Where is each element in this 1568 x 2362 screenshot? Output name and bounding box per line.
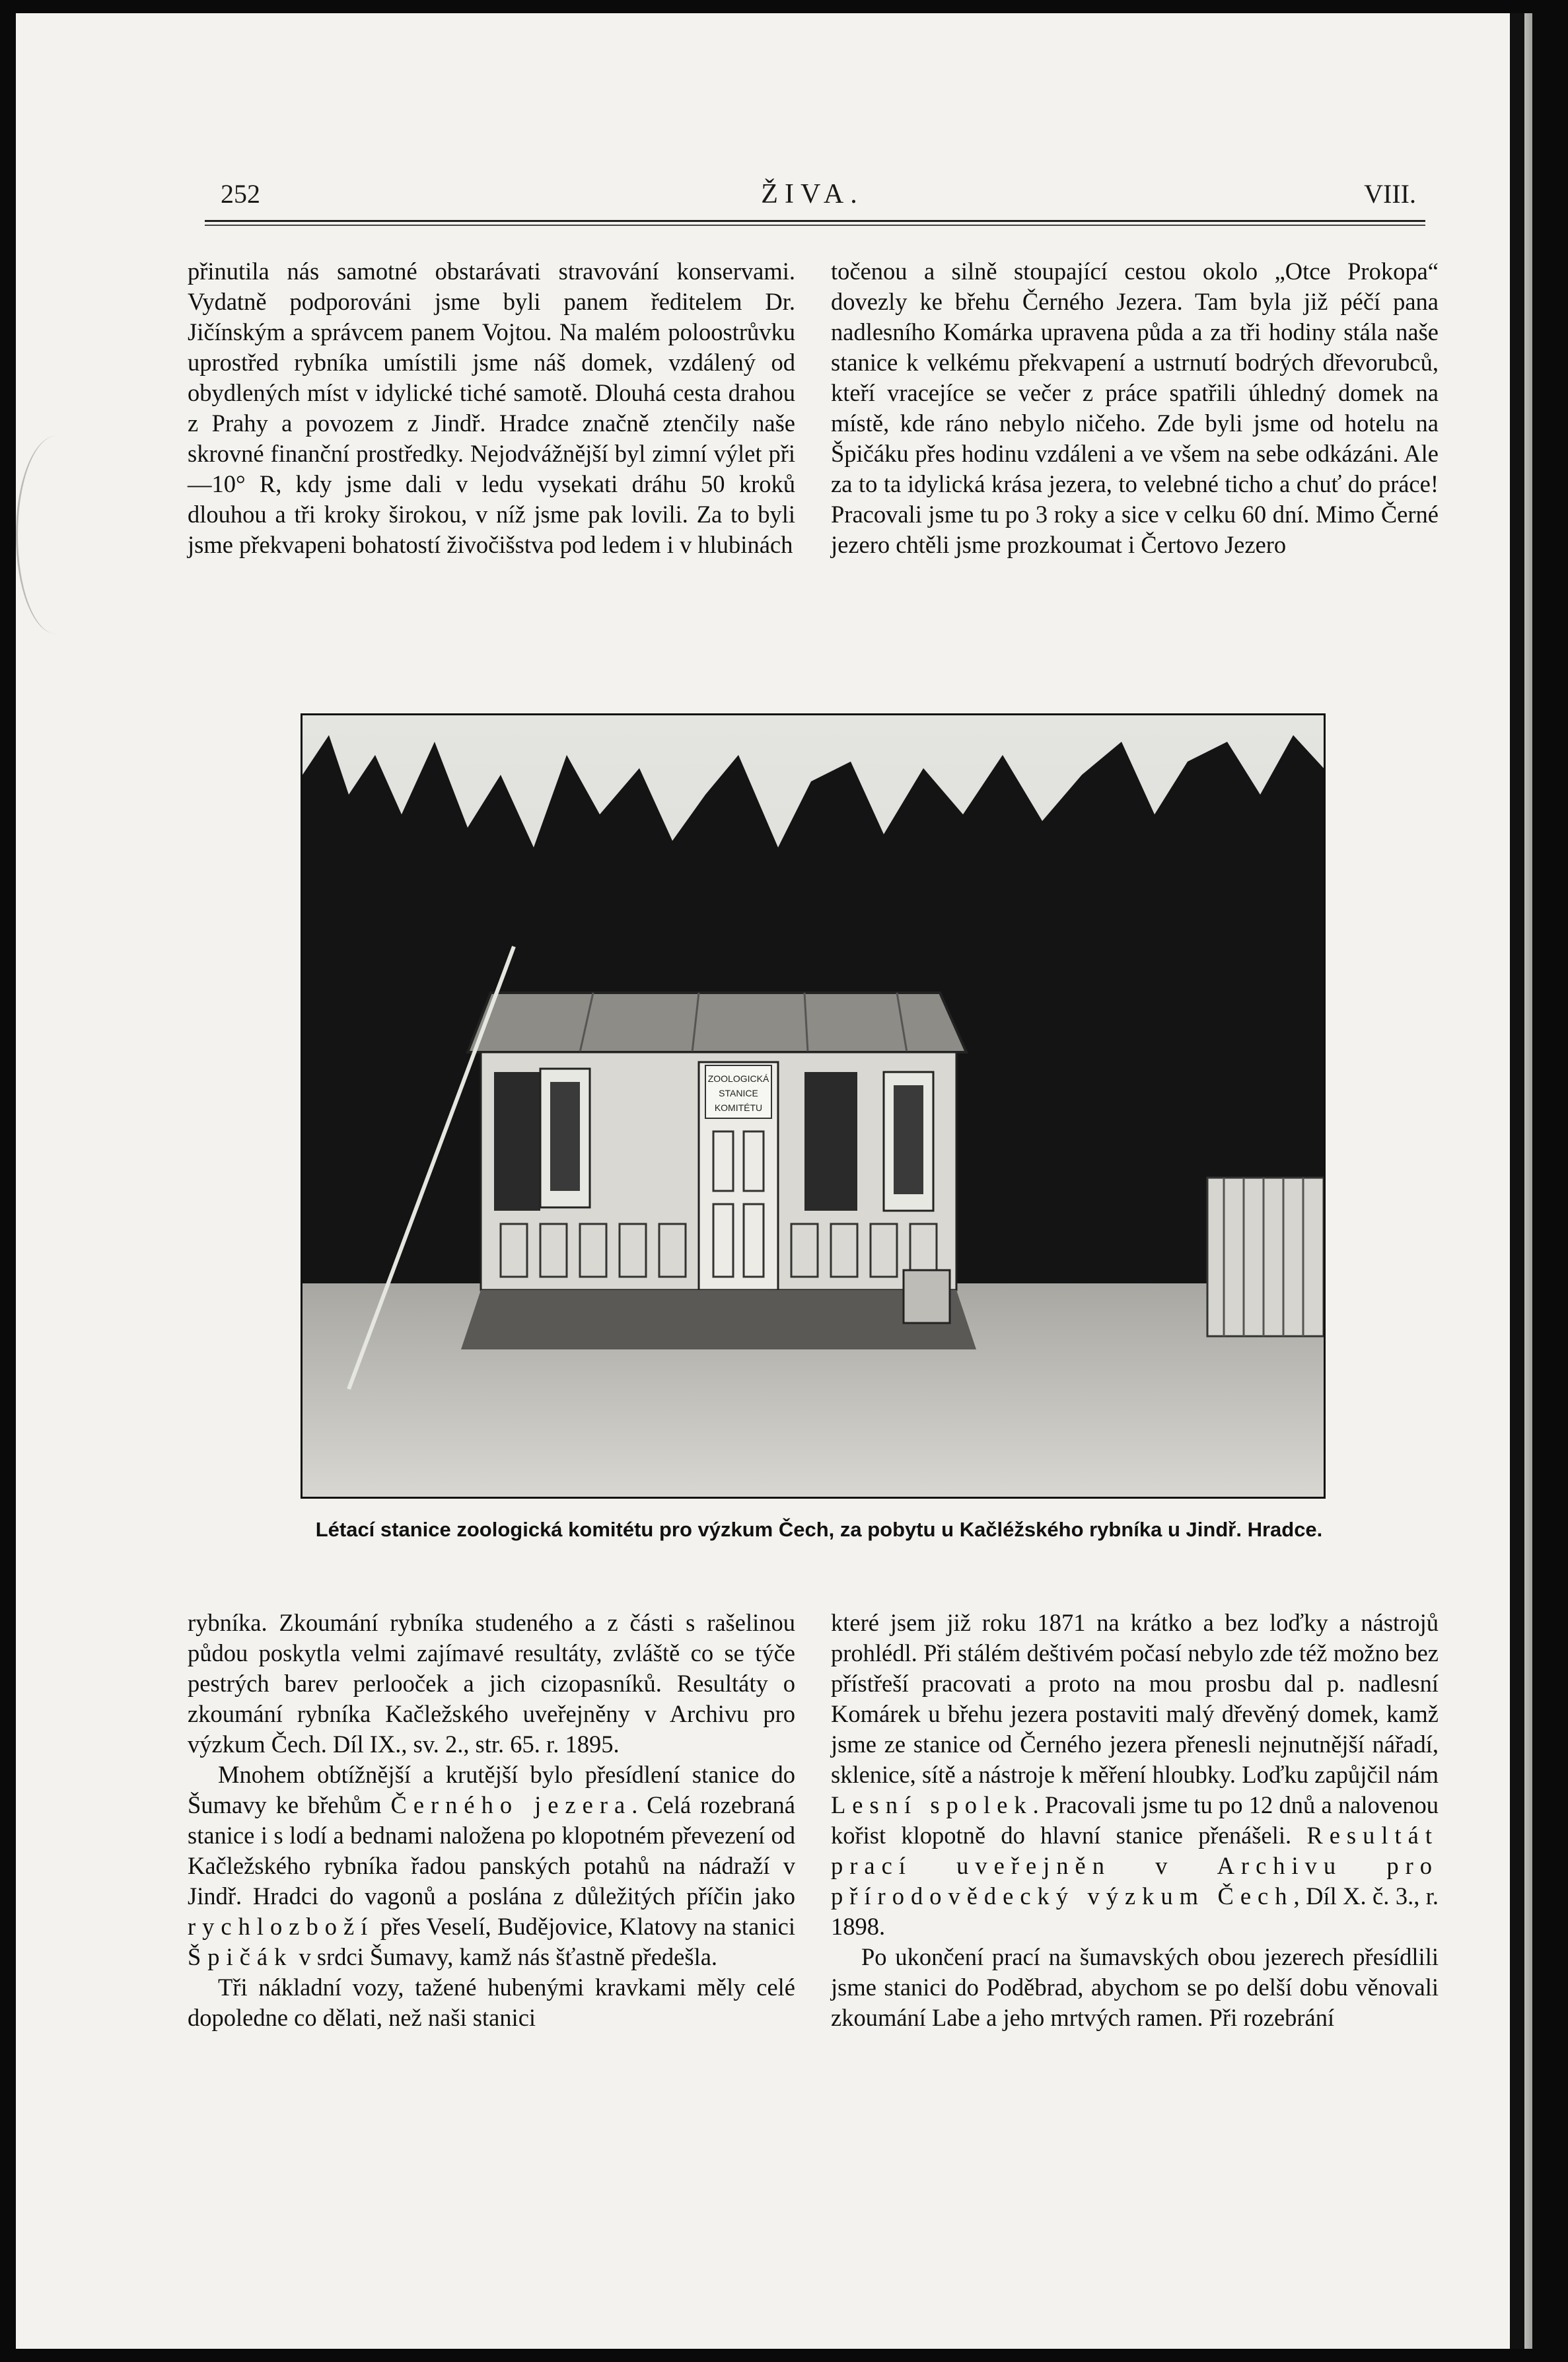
- fence: [1207, 1178, 1324, 1336]
- paragraph: [188, 1760, 795, 1972]
- hut-sign-line-1: ZOOLOGICKÁ: [707, 1073, 769, 1084]
- figure-caption: Létací stanice zoologická komitétu pro výzkum Čech, za pobytu u Kačléžského rybníka u Jindř. Hradce.: [315, 1518, 1323, 1541]
- text-run: které jsem již roku 1871 na krátko a bez loďky a nástrojů prohlédl. Při stálém deštivém počasí nebylo zde též možno bez přístřeší pracovati a proto na mou prosbu dal p. nadlesní Komárek u břehu jezera postaviti malý dřevěný domek, kamž jsme ze stanice od Černého jezera přenesli nejnutnější nářadí, sklenice, sítě a nástroje k měření hloubky. Loďku zapůjčil nám: [831, 1609, 1439, 1788]
- hut-sign-line-2: STANICE: [719, 1088, 758, 1098]
- paragraph: rybníka. Zkoumání rybníka studeného a z části s rašelinou půdou poskytla velmi zajímavé resultáty, zvláště co se týče pestrých barev perlooček a jich cizopasníků. Resultáty o zkoumání rybníka Kačležského uveřejněny v Archivu pro výzkum Čech. Díl IX., sv. 2., str. 65. r. 1895.: [188, 1609, 795, 1758]
- paragraph: točenou a silně stoupající cestou okolo „Otce Prokopa“ dovezly ke břehu Černého Jezera. Tam byla již péčí pana nadlesního Komárka upravena půda a za tři hodiny stála naše stanice k velkému překvapení a ustrnutí bodrých dřevorubců, kteří vracejíce se večer z práce spatřili úhledný domek na místě, kde ráno nebylo ničeho. Zde byli jsme od hotelu na Špičáku přes hodinu vzdáleni a ve všem na sebe odkázáni. Ale za to ta idylická krása jezera, to velebné ticho a chuť do práce! Pracovali jsme tu po 3 roky a sice v celku 60 dní. Mimo Černé jezero chtěli jsme prozkoumat i Čertovo Jezero: [831, 258, 1439, 558]
- scan-edge-bar: [1510, 13, 1524, 2349]
- spaced-emphasis: Špičák: [188, 1943, 293, 1970]
- paragraph: přinutila nás samotné obstarávati stravování konservami. Vydatně podporováni jsme byli panem ředitelem Dr. Jičínským a správcem panem Vojtou. Na malém poloostrůvku uprostřed rybníka umístili jsme náš domek, vzdálený od obydlených míst v idylické tiché samotě. Dlouhá cesta drahou z Prahy a povozem z Jindř. Hradce značně ztenčily naše skrovné finanční prostředky. Nejodvážnější byl zimní výlet při —10° R, kdy jsme dali v ledu vysekati dráhu 50 kroků dlouhou a tři kroky širokou, v níž jsme pak lovili. Za to byli jsme překvapeni bohatostí živočišstva pod ledem i v hlubinách: [188, 258, 795, 558]
- text-run: , Díl X. č. 3., r. 1898.: [831, 1882, 1439, 1940]
- hut-sign-line-3: KOMITÉTU: [714, 1102, 763, 1113]
- column-bottom-right: [831, 1608, 1439, 2033]
- running-header: [192, 173, 1433, 219]
- spaced-emphasis: rychlozboží: [188, 1913, 374, 1940]
- photo-illustration: [303, 715, 1324, 1497]
- text-run: . Pracovali jsme tu po 12 dnů a nalovenou kořist klopotně do hlavní stanice přenášeli.: [831, 1791, 1439, 1849]
- column-top-left: [188, 256, 795, 560]
- column-bottom-left: [188, 1608, 795, 2033]
- text-run: . Celá rozebraná stanice i s lodí a bednami naložena po klopotném převezení od Kačležského rybníka řadou panských potahů na nádraží v Jindř. Hradci do vagonů a poslána z důležitých příčin jako: [188, 1791, 796, 1910]
- header-rule: [205, 220, 1425, 226]
- column-top-right: [831, 256, 1439, 560]
- paragraph: Tři nákladní vozy, tažené hubenými kravkami měly celé dopoledne co dělati, než naši stanici: [188, 1974, 795, 2031]
- text-run: v srdci Šumavy, kamž nás šťastně předešla.: [299, 1943, 718, 1970]
- paragraph: Po ukončení prací na šumavských obou jezerech přesídlili jsme stanici do Poděbrad, abychom se po delší dobu věnovali zkoumání Labe a jeho mrtvých ramen. Při rozebrání: [831, 1943, 1439, 2031]
- text-run: Mnohem obtížnější a krutější bylo přesídlení stanice do Šumavy ke břehům: [188, 1761, 795, 1818]
- page-number: 252: [221, 179, 260, 209]
- spaced-emphasis: Lesní spolek: [831, 1791, 1033, 1818]
- photo-station-hut: [301, 713, 1326, 1499]
- journal-title: ŽIVA.: [761, 179, 864, 209]
- volume-number: VIII.: [1364, 179, 1416, 209]
- paragraph: [831, 1608, 1439, 1942]
- page-curl-shadow: [16, 436, 97, 634]
- spaced-emphasis: Resultát prací uveřejněn v Archivu pro přírodovědecký výzkum Čech: [831, 1822, 1439, 1910]
- wooden-hut: [461, 993, 976, 1349]
- spaced-emphasis: Černého jezera: [390, 1791, 632, 1818]
- text-run: přes Veselí, Budějovice, Klatovy na stanici: [380, 1913, 796, 1940]
